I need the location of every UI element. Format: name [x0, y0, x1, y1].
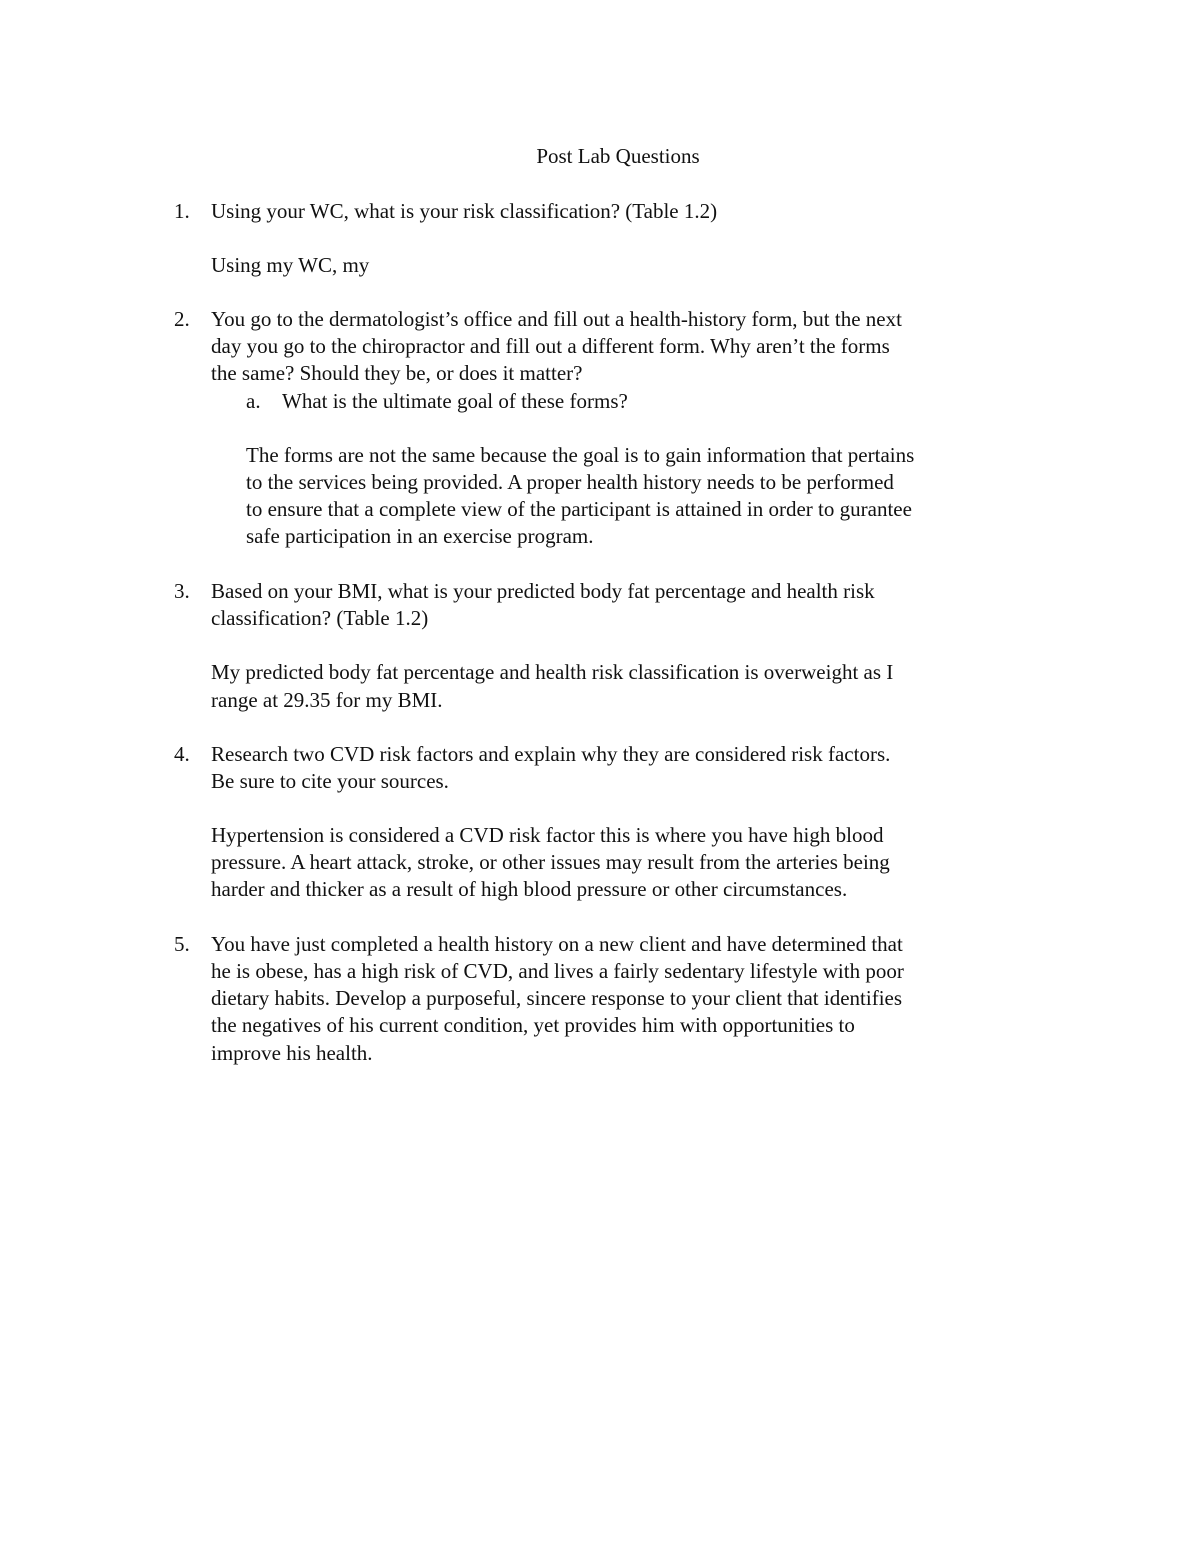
question-3-answer-line: My predicted body fat percentage and health risk classification is overweight as I — [211, 660, 894, 684]
question-1-prompt: Using your WC, what is your risk classification? (Table 1.2) — [211, 199, 718, 223]
question-2-answer-line: The forms are not the same because the goal is to gain information that pertains — [246, 443, 915, 467]
question-2-answer-line: to ensure that a complete view of the participant is attained in order to gurantee — [246, 497, 912, 521]
question-3-prompt-line: classification? (Table 1.2) — [211, 606, 429, 630]
question-5-number: 5. — [174, 932, 190, 956]
page-title: Post Lab Questions — [536, 144, 700, 168]
question-3-answer-line: range at 29.35 for my BMI. — [211, 688, 443, 712]
question-3-prompt-line: Based on your BMI, what is your predicted body fat percentage and health risk — [211, 579, 875, 603]
question-5-prompt-line: You have just completed a health history on a new client and have determined that — [211, 932, 903, 956]
question-2-answer-line: safe participation in an exercise program. — [246, 524, 594, 548]
question-4-number: 4. — [174, 742, 190, 766]
question-4-prompt-line: Research two CVD risk factors and explain why they are considered risk factors. — [211, 742, 891, 766]
question-4-prompt-line: Be sure to cite your sources. — [211, 769, 449, 793]
question-5-prompt-line: dietary habits. Develop a purposeful, sincere response to your client that identifies — [211, 986, 903, 1010]
question-1-number: 1. — [174, 199, 190, 223]
question-4-answer-line: Hypertension is considered a CVD risk factor this is where you have high blood — [211, 823, 884, 847]
question-5-prompt-line: the negatives of his current condition, yet provides him with opportunities to — [211, 1013, 855, 1037]
question-2-number: 2. — [174, 307, 190, 331]
question-2-prompt-line: day you go to the chiropractor and fill out a different form. Why aren’t the forms — [211, 334, 890, 358]
question-2-subquestion-text: What is the ultimate goal of these forms? — [282, 389, 628, 413]
question-5-prompt-line: he is obese, has a high risk of CVD, and lives a fairly sedentary lifestyle with poor — [211, 959, 904, 983]
question-3-number: 3. — [174, 579, 190, 603]
question-2-answer-line: to the services being provided. A proper health history needs to be performed — [246, 470, 894, 494]
question-5-prompt-line: improve his health. — [211, 1041, 373, 1065]
question-4-answer-line: harder and thicker as a result of high blood pressure or other circumstances. — [211, 877, 848, 901]
question-2-prompt-line: the same? Should they be, or does it matter? — [211, 361, 583, 385]
question-4-answer-line: pressure. A heart attack, stroke, or other issues may result from the arteries being — [211, 850, 890, 874]
question-2-subquestion-letter: a. — [246, 389, 261, 413]
question-1-answer: Using my WC, my — [211, 253, 370, 277]
question-2-prompt-line: You go to the dermatologist’s office and fill out a health-history form, but the next — [211, 307, 902, 331]
